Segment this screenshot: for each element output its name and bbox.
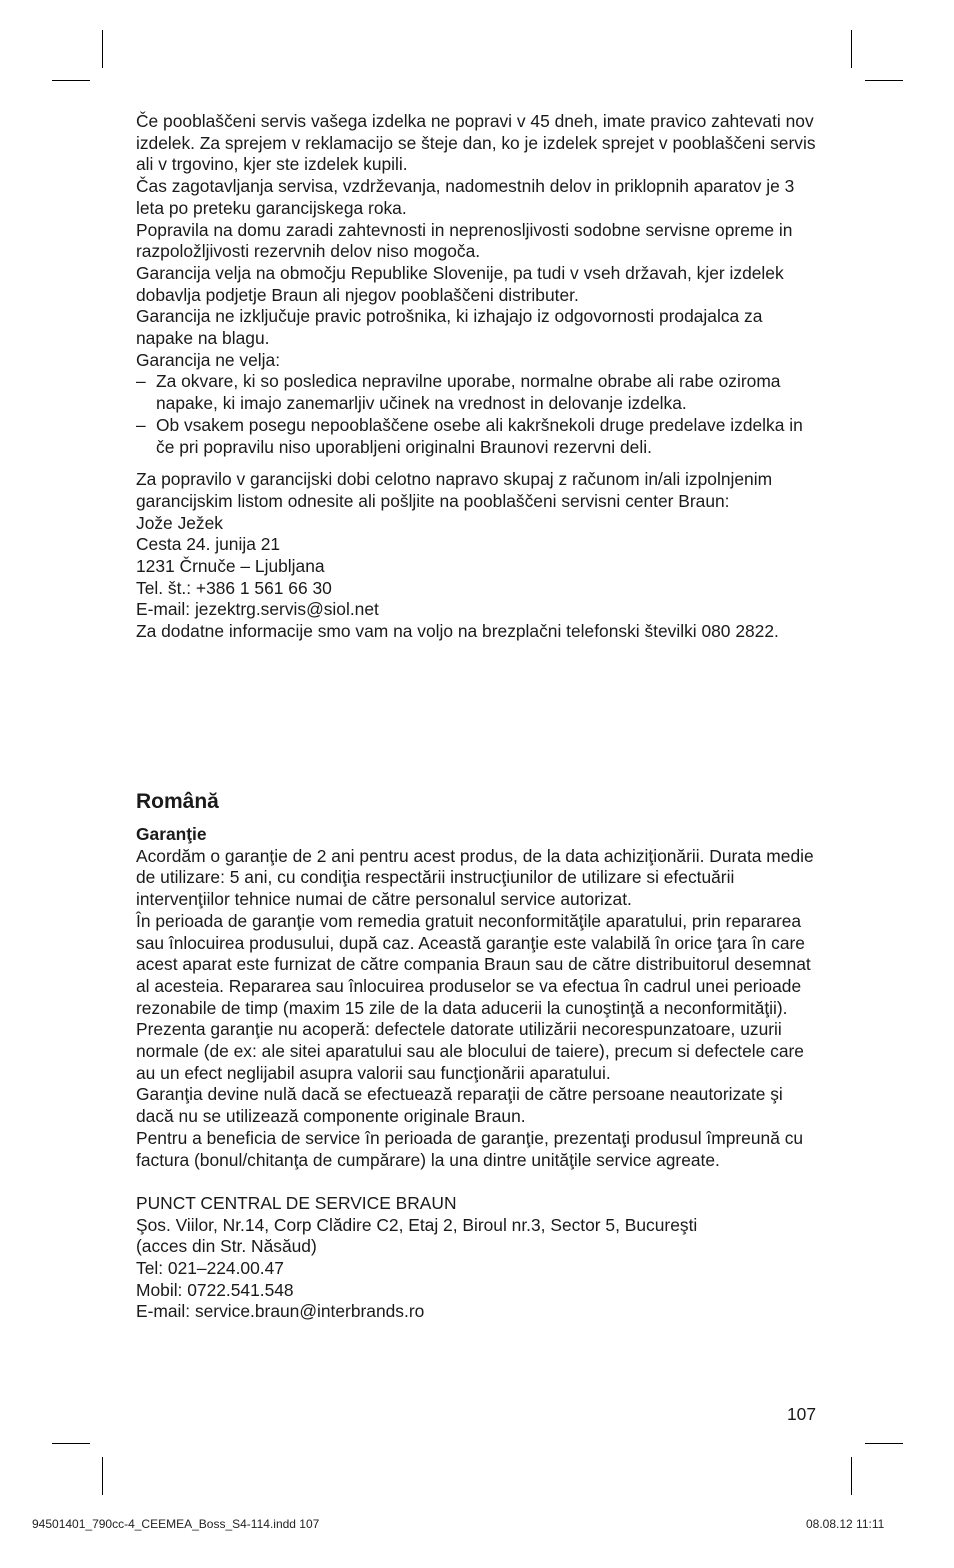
paragraph: Če pooblaščeni servis vašega izdelka ne popravi v 45 dneh, imate pravico zahtevati nov izdelek. Za sprejem v reklamacijo se šteje dan, ko je izdelek sprejet v pooblaščeni servis ali v trgovino, kjer ste izdelek kupili. <box>136 111 816 175</box>
list-item-text: Za okvare, ki so posledica nepravilne uporabe, normalne obrabe ali rabe oziroma napake, ki imajo zanemarljiv učinek na vrednost in delovanje izdelka. <box>156 371 781 414</box>
list-item <box>136 371 820 414</box>
crop-mark <box>102 1457 103 1495</box>
info-line: Za dodatne informacije smo vam na voljo na brezplačni telefonski številki 080 2822. <box>136 621 779 642</box>
paragraph: Garancija velja na območju Republike Slovenije, pa tudi v vseh državah, kjer izdelek dobavlja podjetje Braun ali njegov pooblaščeni distributer. <box>136 262 784 305</box>
contact-street: Cesta 24. junija 21 <box>136 534 281 555</box>
paragraph: Garancija ne velja: <box>136 349 281 370</box>
crop-mark <box>52 1443 90 1444</box>
contact-email: E-mail: jezektrg.servis@siol.net <box>136 599 379 620</box>
paragraph: Garancija ne izključuje pravic potrošnika, ki izhajajo iz odgovornosti prodajalca za napake na blagu. <box>136 306 763 349</box>
contact-city: 1231 Črnuče – Ljubljana <box>136 556 325 577</box>
dash-bullet: – <box>136 414 146 435</box>
service-heading: PUNCT CENTRAL DE SERVICE BRAUN <box>136 1192 457 1213</box>
contact-phone: Tel. št.: +386 1 561 66 30 <box>136 577 332 598</box>
service-tel: Tel: 021–224.00.47 <box>136 1258 284 1279</box>
paragraph: Prezenta garanţie nu acoperă: defectele datorate utilizării necorespunzatoare, uzurii normale (de ex: ale sitei aparatului sau ale blocului de taiere), precum si defectele care au un efect neglijabil asupra valorii sau funcţionării aparatului. <box>136 1019 804 1083</box>
section-subtitle: Garanţie <box>136 824 207 844</box>
service-intro: Za popravilo v garancijski dobi celotno napravo skupaj z računom in/ali izpolnjenim garancijskim listom odnesite ali pošljite na pooblaščeni servisni center Braun: <box>136 469 773 511</box>
service-email: E-mail: service.braun@interbrands.ro <box>136 1301 425 1322</box>
crop-mark <box>52 80 90 81</box>
crop-mark <box>851 30 852 68</box>
list-item <box>136 415 820 458</box>
dash-bullet: – <box>136 371 146 392</box>
crop-mark <box>865 1443 903 1444</box>
slovenian-warranty-section <box>136 111 820 643</box>
footer-file: 94501401_790cc-4_CEEMEA_Boss_S4-114.indd 107 <box>32 1517 320 1531</box>
page-number: 107 <box>787 1404 817 1424</box>
romanian-warranty-section <box>136 824 820 1323</box>
paragraph: Pentru a beneficia de service în perioada de garanţie, prezentaţi produsul împreună cu factura (bonul/chitanţa de cumpărare) la una dintre unităţile service agreate. <box>136 1127 804 1170</box>
contact-name: Jože Ježek <box>136 512 223 533</box>
crop-mark <box>102 30 103 68</box>
paragraph: În perioada de garanţie vom remedia gratuit neconformităţile aparatului, prin repararea sau înlocuirea produsului, după caz. Această garanţie este valabilă în orice ţara în care acest aparat este furnizat de către compania Braun sau de către distribuitorul desemnat al acesteia. Repararea sau înlocuirea produselor se va efectua în cadrul unei perioade rezonabile de timp (maxim 15 zile de la data aducerii la cunoştinţă a neconformităţii). <box>136 910 811 1018</box>
crop-mark <box>851 1457 852 1495</box>
service-mobile: Mobil: 0722.541.548 <box>136 1279 294 1300</box>
list-item-text: Ob vsakem posegu nepooblaščene osebe ali kakršnekoli druge predelave izdelka in če pri popravilu niso uporabljeni originalni Braunovi rezervni deli. <box>156 414 803 457</box>
paragraph: Popravila na domu zaradi zahtevnosti in neprenosljivosti sodobne servisne opreme in razpoložljivosti rezervnih delov niso mogoča. <box>136 219 793 262</box>
service-access: (acces din Str. Năsăud) <box>136 1236 317 1257</box>
footer-timestamp: 08.08.12 11:11 <box>806 1517 885 1531</box>
crop-mark <box>865 80 903 81</box>
paragraph: Čas zagotavljanja servisa, vzdrževanja, nadomestnih delov in priklopnih aparatov je 3 leta po preteku garancijskega roka. <box>136 176 795 218</box>
section-title: Română <box>136 790 219 813</box>
exclusion-list <box>136 371 820 458</box>
paragraph: Garanţia devine nulă dacă se efectuează reparaţii de către persoane neautorizate şi dacă nu se utilizează componente originale Braun. <box>136 1084 783 1127</box>
service-address: Şos. Viilor, Nr.14, Corp Clădire C2, Etaj 2, Biroul nr.3, Sector 5, Bucureşti <box>136 1214 698 1235</box>
paragraph: Acordăm o garanţie de 2 ani pentru acest produs, de la data achiziţionării. Durata medie de utilizare: 5 ani, cu condiţia respectării instrucţiunilor de utilizare si efectuării intervenţiilor tehnice numai de către personalul service autorizat. <box>136 845 814 910</box>
